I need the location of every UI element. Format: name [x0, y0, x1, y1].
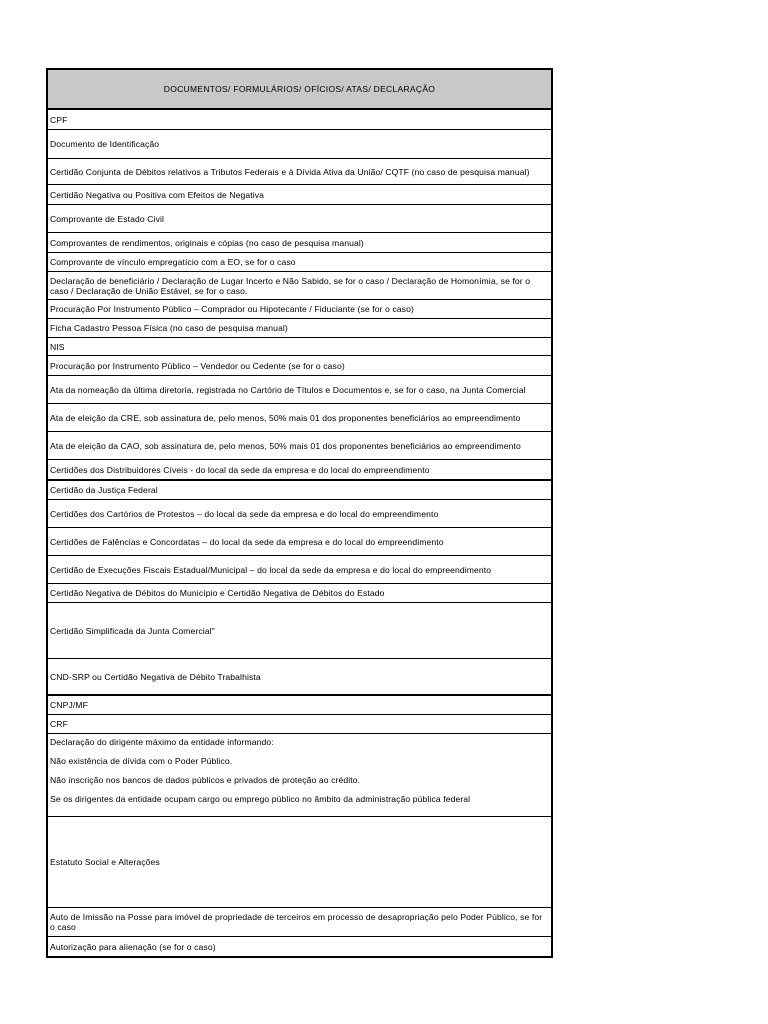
row-justica-federal: Certidão da Justiça Federal [48, 480, 551, 500]
row-declaracao-beneficiario: Declaração de beneficiário / Declaração de Lugar Incerto e Não Sabido, se for o caso / Declaração de Homonímia, se for o caso / Declaração de União Estável, se for o caso. [48, 272, 551, 300]
row-ata-cao: Ata de eleição da CAO, sob assinatura de, pelo menos, 50% mais 01 dos proponentes beneficiários ao empreendimento [48, 432, 551, 460]
row-estado-civil: Comprovante de Estado Civil [48, 205, 551, 233]
row-execucoes-fiscais: Certidão de Execuções Fiscais Estadual/Municipal – do local da sede da empresa e do local do empreendimento [48, 556, 551, 584]
row-falencias-concordatas: Certidões de Falências e Concordatas – do local da sede da empresa e do local do empreendimento [48, 528, 551, 556]
row-comprovantes-rendimentos: Comprovantes de rendimentos, originais e cópias (no caso de pesquisa manual) [48, 233, 551, 253]
row-estatuto-social: Estatuto Social e Alterações [48, 817, 551, 908]
row-ata-cre: Ata de eleição da CRE, sob assinatura de, pelo menos, 50% mais 01 dos proponentes beneficiários ao empreendimento [48, 404, 551, 432]
row-crf: CRF [48, 715, 551, 734]
row-auto-imissao: Auto de Imissão na Posse para imóvel de propriedade de terceiros em processo de desapropriação pelo Poder Público, se for o caso [48, 908, 551, 937]
row-vinculo-empregaticio: Comprovante de vínculo empregatício com a EO, se for o caso [48, 253, 551, 272]
row-procuracao-comprador: Procuração Por Instrumento Público – Comprador ou Hipotecante / Fiduciante (se for o caso) [48, 300, 551, 319]
row-certidao-conjunta: Certidão Conjunta de Débitos relativos a Tributos Federais e à Dívida Ativa da União/ CQTF (no caso de pesquisa manual) [48, 159, 551, 185]
row-documento-identificacao: Documento de Identificação [48, 130, 551, 159]
row-distribuidores-civeis: Certidões dos Distribuidores Cíveis - do local da sede da empresa e do local do empreendimento [48, 460, 551, 480]
row-procuracao-vendedor: Procuração por Instrumento Público – Vendedor ou Cedente (se for o caso) [48, 356, 551, 376]
row-declaracao-dirigente [48, 734, 551, 817]
table-header: DOCUMENTOS/ FORMULÁRIOS/ OFÍCIOS/ ATAS/ DECLARAÇÃO [48, 70, 551, 110]
row-autorizacao-alienacao: Autorização para alienação (se for o caso) [50, 941, 216, 952]
row-cartorios-protestos: Certidões dos Cartórios de Protestos – do local da sede da empresa e do local do empreendimento [48, 500, 551, 528]
row-junta-comercial: Certidão Simplificada da Junta Comercial" [48, 603, 551, 659]
declaracao-line-3: Não inscrição nos bancos de dados públicos e privados de proteção ao crédito. [50, 775, 361, 785]
row-cpf: CPF [48, 110, 551, 130]
row-ata-nomeacao: Ata da nomeação da última diretoria, registrada no Cartório de Títulos e Documentos e, se for o caso, na Junta Comercial [48, 376, 551, 404]
row-cnd-srp: CND-SRP ou Certidão Negativa de Débito Trabalhista [48, 659, 551, 695]
declaracao-line-4: Se os dirigentes da entidade ocupam cargo ou emprego público no âmbito da administração pública federal [50, 794, 471, 804]
row-cnpj-mf: CNPJ/MF [48, 695, 551, 715]
row-certidao-negativa: Certidão Negativa ou Positiva com Efeitos de Negativa [48, 185, 551, 205]
row-nis: NIS [48, 338, 551, 356]
row-debitos-municipio-estado: Certidão Negativa de Débitos do Município e Certidão Negativa de Débitos do Estado [48, 584, 551, 603]
documents-table [46, 68, 553, 958]
row-ficha-cadastro: Ficha Cadastro Pessoa Física (no caso de pesquisa manual) [48, 319, 551, 338]
declaracao-line-1: Declaração do dirigente máximo da entidade informando: [50, 737, 274, 747]
declaracao-line-2: Não existência de dívida com o Poder Público. [50, 756, 233, 766]
